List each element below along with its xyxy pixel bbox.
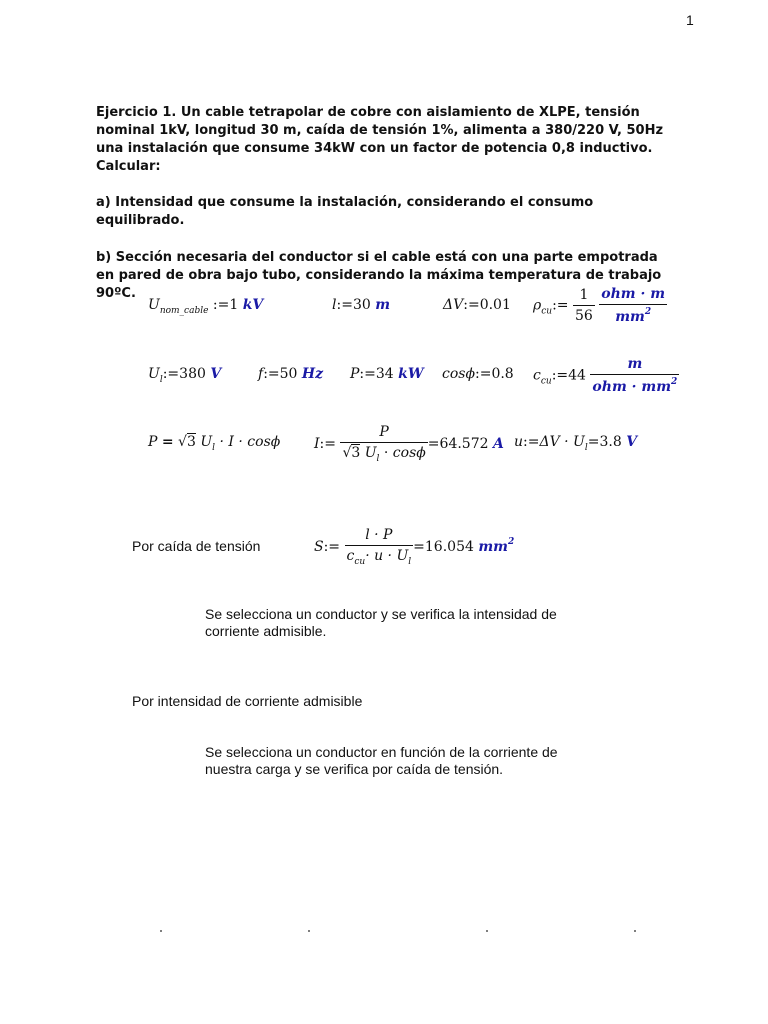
rho-fraction: $\frac{1}{56}$	[574, 287, 593, 324]
label-admissible-current-method: Por intensidad de corriente admisible	[132, 693, 363, 709]
rho-unit-fraction: $\frac{\text{ohm · m}}{mm^2}$	[601, 286, 666, 325]
formula-section: S:= $\frac{l \cdot P}{c_{cu}\cdot u \cdot U_l}$ =16.054 $mm^2$	[314, 527, 515, 567]
formula-rho-cu: $\rho_{cu}:=$ $\frac{1}{56}$ $\frac{\text{ohm · m}}{mm^2}$	[533, 286, 666, 325]
formula-u-l: $U_l:=380$ V	[148, 366, 222, 385]
paragraph-select-conductor-1: Se selecciona un conductor y se verifica la intensidad de corriente admisible.	[205, 606, 557, 639]
exercise-statement: Ejercicio 1. Un cable tetrapolar de cobre con aislamiento de XLPE, tensión nominal 1kV, longitud 30 m, caída de tensión 1%, alimenta a 380/220 V, 50Hz una instalación que consume 34kW con un factor de potencia 0,8 inductivo. Calcular:	[96, 105, 664, 174]
part-b-question: b) Sección necesaria del conductor si el cable está con una parte empotrada en pared de obra bajo tubo, considerando la máxima temperatura de trabajo 90ºC.	[96, 250, 662, 301]
page-number: 1	[686, 12, 694, 28]
marker-dot	[308, 930, 310, 932]
part-a-question: a) Intensidad que consume la instalación, considerando el consumo equilibrado.	[96, 195, 594, 228]
marker-dot	[160, 930, 162, 932]
paragraph-select-conductor-2: Se selecciona un conductor en función de la corriente de nuestra carga y se verifica por caída de tensión.	[205, 744, 558, 777]
formula-power: P:=34 kW	[350, 366, 424, 382]
formula-u-nom-cable: $U_{nom\_cable}$ :=1 kV	[148, 297, 264, 316]
marker-dot	[634, 930, 636, 932]
formula-delta-v: ΔV:=0.01	[443, 297, 511, 313]
section-fraction: $\frac{l \cdot P}{c_{cu}\cdot u \cdot U_l}$	[346, 527, 412, 567]
formula-current: I:= $\frac{P}{√3 U_l \cdot \cos\phi}$ =64.572 A	[314, 424, 504, 464]
formula-voltage-drop: u:=ΔV · $U_l=3.8$ V	[514, 434, 638, 453]
formula-power-equation: P = √3 $U_l \cdot I \cdot \cos\phi$	[148, 434, 281, 453]
formula-cosphi: cosϕ:=0.8	[442, 366, 514, 382]
label-voltage-drop-method: Por caída de tensión	[132, 538, 261, 554]
formula-length: l:=30 m	[332, 297, 391, 313]
c-cu-unit-fraction: $\frac{m}{ohm \cdot mm^2}$	[592, 356, 678, 395]
formula-c-cu: $c_{cu}:=44$ $\frac{m}{ohm \cdot mm^2}$	[533, 356, 678, 395]
current-fraction: $\frac{P}{√3 U_l \cdot \cos\phi}$	[342, 424, 426, 464]
formula-frequency: f:=50 Hz	[258, 366, 324, 382]
marker-dot	[486, 930, 488, 932]
